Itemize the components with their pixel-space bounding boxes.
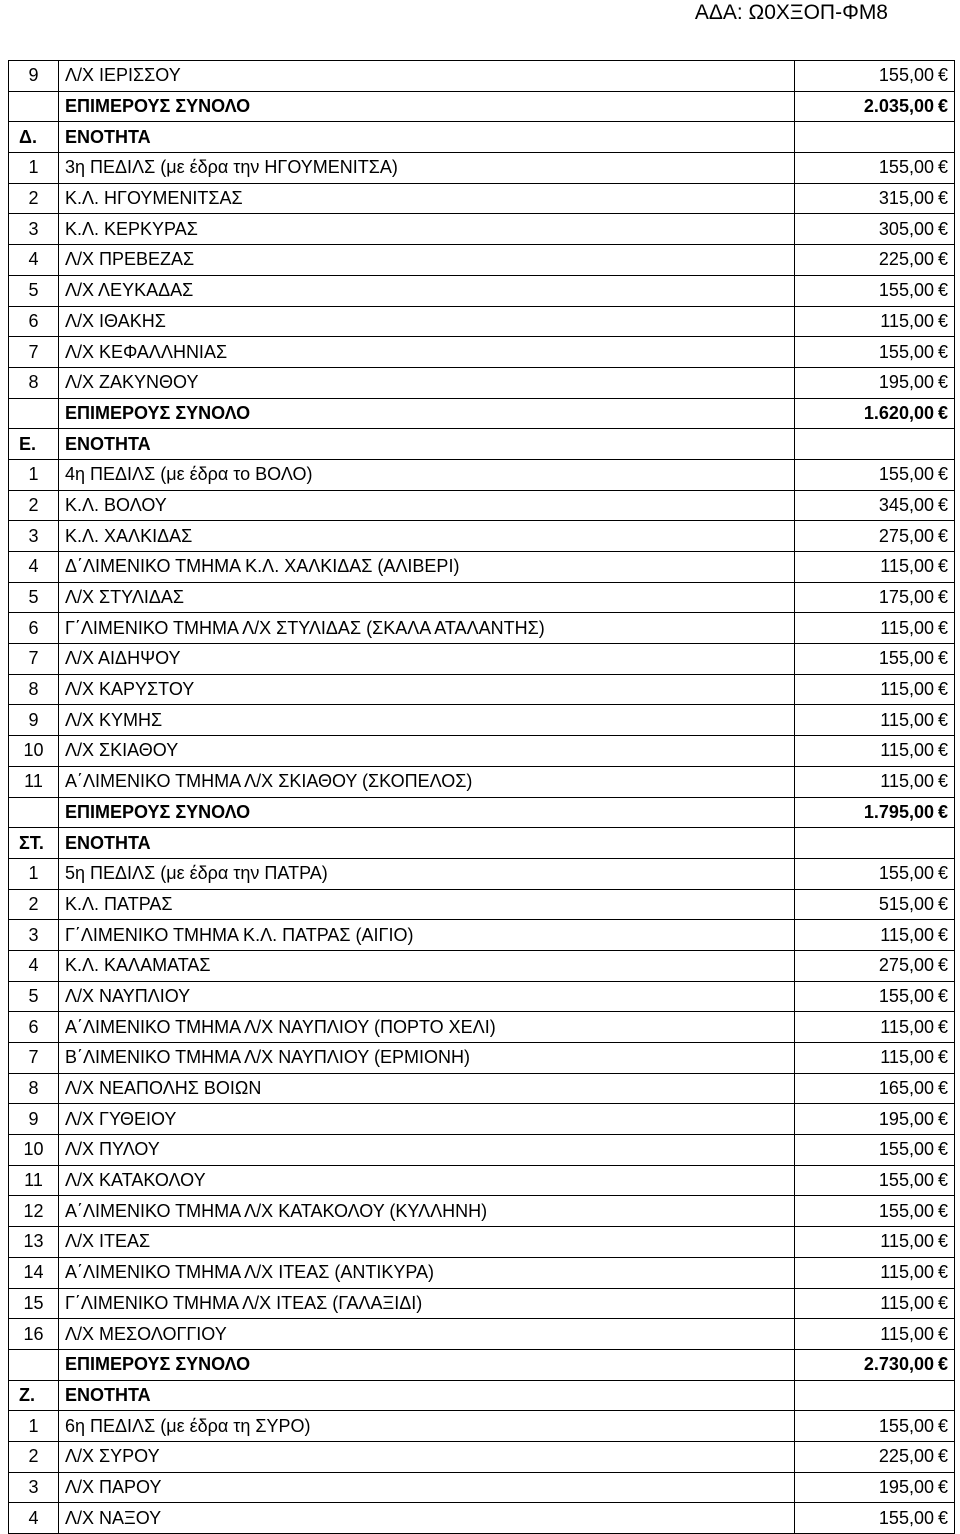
unit-name: Λ/Χ ΝΑΥΠΛΙΟΥ — [59, 981, 795, 1012]
amount-value: 115,00 — [880, 1323, 934, 1344]
amount-value: 165,00 — [878, 1078, 934, 1099]
euro-sign: € — [937, 1108, 948, 1129]
euro-sign: € — [937, 1078, 948, 1099]
row-number: 7 — [9, 337, 59, 368]
amount-cell — [795, 1411, 955, 1442]
unit-name: Α΄ΛΙΜΕΝΙΚΟ ΤΜΗΜΑ Λ/Χ ΙΤΕΑΣ (ΑΝΤΙΚΥΡΑ) — [59, 1257, 795, 1288]
section-header-row — [9, 828, 955, 859]
euro-sign: € — [937, 1354, 948, 1375]
euro-sign: € — [937, 1507, 948, 1528]
unit-name: Α΄ΛΙΜΕΝΙΚΟ ΤΜΗΜΑ Λ/Χ ΣΚΙΑΘΟΥ (ΣΚΟΠΕΛΟΣ) — [59, 766, 795, 797]
table-row — [9, 736, 955, 767]
amount-cell — [795, 214, 955, 245]
unit-name: Λ/Χ ΣΚΙΑΘΟΥ — [59, 736, 795, 767]
euro-sign: € — [937, 372, 948, 393]
euro-sign: € — [937, 1446, 948, 1467]
subtotal-label: ΕΠΙΜΕΡΟΥΣ ΣΥΝΟΛΟ — [59, 91, 795, 122]
amount-value: 155,00 — [878, 1507, 934, 1528]
subtotal-row — [9, 797, 955, 828]
amount-value: 115,00 — [880, 1231, 934, 1252]
unit-name: Λ/Χ ΙΕΡΙΣΣΟΥ — [59, 61, 795, 92]
amount-value: 155,00 — [878, 464, 934, 485]
unit-name: Λ/Χ ΜΕΣΟΛΟΓΓΙΟΥ — [59, 1319, 795, 1350]
amount-value: 155,00 — [878, 65, 934, 86]
allocation-table — [8, 60, 955, 1534]
row-number — [9, 398, 59, 429]
table-body — [9, 61, 955, 1534]
table-row — [9, 1319, 955, 1350]
amount-value: 275,00 — [878, 955, 934, 976]
table-row — [9, 1441, 955, 1472]
row-number: 1 — [9, 153, 59, 184]
table-row — [9, 521, 955, 552]
table-row — [9, 552, 955, 583]
amount-value: 115,00 — [880, 1047, 934, 1068]
table-row — [9, 183, 955, 214]
unit-name: Α΄ΛΙΜΕΝΙΚΟ ΤΜΗΜΑ Λ/Χ ΚΑΤΑΚΟΛΟΥ (ΚΥΛΛΗΝΗ) — [59, 1196, 795, 1227]
amount-value: 115,00 — [880, 740, 934, 761]
amount-cell — [795, 736, 955, 767]
amount-value: 115,00 — [880, 1262, 934, 1283]
amount-cell — [795, 1441, 955, 1472]
amount-value: 115,00 — [880, 617, 934, 638]
amount-cell — [795, 1257, 955, 1288]
subtotal-amount: 2.035,00 — [863, 96, 934, 117]
euro-sign: € — [937, 1047, 948, 1068]
table-row — [9, 214, 955, 245]
section-title: ΕΝΟΤΗΤΑ — [59, 828, 795, 859]
section-letter: Ε. — [9, 429, 59, 460]
subtotal-amount-cell — [795, 91, 955, 122]
row-number: 9 — [9, 61, 59, 92]
amount-value: 155,00 — [878, 1415, 934, 1436]
amount-cell — [795, 1073, 955, 1104]
table-row — [9, 1135, 955, 1166]
amount-value: 155,00 — [878, 341, 934, 362]
amount-value: 195,00 — [878, 1476, 934, 1497]
amount-value: 225,00 — [878, 1446, 934, 1467]
row-number: 16 — [9, 1319, 59, 1350]
amount-cell — [795, 1165, 955, 1196]
amount-value: 155,00 — [878, 280, 934, 301]
table-row — [9, 582, 955, 613]
euro-sign: € — [937, 617, 948, 638]
row-number: 3 — [9, 1472, 59, 1503]
row-number: 9 — [9, 705, 59, 736]
row-number: 4 — [9, 552, 59, 583]
table-row — [9, 1227, 955, 1258]
amount-cell — [795, 122, 955, 153]
euro-sign: € — [937, 587, 948, 608]
amount-cell — [795, 1288, 955, 1319]
amount-value: 115,00 — [880, 771, 934, 792]
amount-cell — [795, 1380, 955, 1411]
euro-sign: € — [937, 188, 948, 209]
section-title: ΕΝΟΤΗΤΑ — [59, 429, 795, 460]
subtotal-row — [9, 91, 955, 122]
euro-sign: € — [937, 341, 948, 362]
amount-cell — [795, 981, 955, 1012]
table-row — [9, 337, 955, 368]
row-number: 10 — [9, 1135, 59, 1166]
unit-name: Λ/Χ ΑΙΔΗΨΟΥ — [59, 644, 795, 675]
amount-cell — [795, 337, 955, 368]
row-number: 5 — [9, 275, 59, 306]
amount-cell — [795, 920, 955, 951]
amount-cell — [795, 613, 955, 644]
euro-sign: € — [937, 863, 948, 884]
amount-value: 155,00 — [878, 985, 934, 1006]
amount-cell — [795, 766, 955, 797]
table-row — [9, 1472, 955, 1503]
table-row — [9, 1288, 955, 1319]
euro-sign: € — [937, 1231, 948, 1252]
unit-name: Λ/Χ ΙΘΑΚΗΣ — [59, 306, 795, 337]
subtotal-amount: 1.795,00 — [863, 801, 934, 822]
amount-value: 515,00 — [878, 893, 934, 914]
row-number: 7 — [9, 644, 59, 675]
euro-sign: € — [937, 679, 948, 700]
amount-cell — [795, 275, 955, 306]
section-header-row — [9, 1380, 955, 1411]
table-row — [9, 1165, 955, 1196]
unit-name: Λ/Χ ΚΑΡΥΣΤΟΥ — [59, 674, 795, 705]
amount-value: 195,00 — [878, 372, 934, 393]
subtotal-amount-cell — [795, 797, 955, 828]
amount-value: 155,00 — [878, 157, 934, 178]
unit-name: Λ/Χ ΝΕΑΠΟΛΗΣ ΒΟΙΩΝ — [59, 1073, 795, 1104]
amount-cell — [795, 889, 955, 920]
row-number: 1 — [9, 858, 59, 889]
amount-cell — [795, 858, 955, 889]
row-number: 13 — [9, 1227, 59, 1258]
euro-sign: € — [937, 218, 948, 239]
amount-value: 115,00 — [880, 679, 934, 700]
amount-cell — [795, 61, 955, 92]
amount-cell — [795, 1104, 955, 1135]
row-number: 6 — [9, 613, 59, 644]
amount-cell — [795, 582, 955, 613]
row-number: 6 — [9, 306, 59, 337]
subtotal-amount-cell — [795, 398, 955, 429]
unit-name: 4η ΠΕΔΙΛΣ (με έδρα το ΒΟΛΟ) — [59, 459, 795, 490]
table-row — [9, 459, 955, 490]
euro-sign: € — [937, 1016, 948, 1037]
euro-sign: € — [937, 924, 948, 945]
amount-value: 225,00 — [878, 249, 934, 270]
amount-cell — [795, 521, 955, 552]
table-row — [9, 644, 955, 675]
table-row — [9, 153, 955, 184]
euro-sign: € — [937, 1415, 948, 1436]
unit-name: Λ/Χ ΣΥΡΟΥ — [59, 1441, 795, 1472]
euro-sign: € — [937, 494, 948, 515]
unit-name: Λ/Χ ΠΑΡΟΥ — [59, 1472, 795, 1503]
amount-value: 345,00 — [878, 494, 934, 515]
amount-cell — [795, 459, 955, 490]
amount-value: 115,00 — [880, 1292, 934, 1313]
table-row — [9, 705, 955, 736]
section-letter: Δ. — [9, 122, 59, 153]
euro-sign: € — [937, 1262, 948, 1283]
amount-cell — [795, 367, 955, 398]
unit-name: Λ/Χ ΣΤΥΛΙΔΑΣ — [59, 582, 795, 613]
row-number: 8 — [9, 367, 59, 398]
unit-name: Κ.Λ. ΚΕΡΚΥΡΑΣ — [59, 214, 795, 245]
row-number: 5 — [9, 981, 59, 1012]
section-letter: ΣΤ. — [9, 828, 59, 859]
unit-name: Κ.Λ. ΗΓΟΥΜΕΝΙΤΣΑΣ — [59, 183, 795, 214]
table-row — [9, 1012, 955, 1043]
subtotal-amount-cell — [795, 1349, 955, 1380]
table-row — [9, 367, 955, 398]
amount-cell — [795, 429, 955, 460]
table-row — [9, 1503, 955, 1534]
table-row — [9, 674, 955, 705]
amount-value: 155,00 — [878, 1200, 934, 1221]
euro-sign: € — [937, 648, 948, 669]
amount-cell — [795, 1227, 955, 1258]
unit-name: Δ΄ΛΙΜΕΝΙΚΟ ΤΜΗΜΑ Κ.Λ. ΧΑΛΚΙΔΑΣ (ΑΛΙΒΕΡΙ) — [59, 552, 795, 583]
euro-sign: € — [937, 249, 948, 270]
row-number: 4 — [9, 1503, 59, 1534]
euro-sign: € — [937, 1170, 948, 1191]
euro-sign: € — [937, 985, 948, 1006]
unit-name: Γ΄ΛΙΜΕΝΙΚΟ ΤΜΗΜΑ Λ/Χ ΙΤΕΑΣ (ΓΑΛΑΞΙΔΙ) — [59, 1288, 795, 1319]
euro-sign: € — [937, 1139, 948, 1160]
euro-sign: € — [937, 771, 948, 792]
euro-sign: € — [937, 955, 948, 976]
subtotal-label: ΕΠΙΜΕΡΟΥΣ ΣΥΝΟΛΟ — [59, 398, 795, 429]
unit-name: Κ.Λ. ΧΑΛΚΙΔΑΣ — [59, 521, 795, 552]
subtotal-label: ΕΠΙΜΕΡΟΥΣ ΣΥΝΟΛΟ — [59, 797, 795, 828]
amount-value: 115,00 — [880, 924, 934, 945]
amount-cell — [795, 153, 955, 184]
table-row — [9, 1411, 955, 1442]
unit-name: Λ/Χ ΚΕΦΑΛΛΗΝΙΑΣ — [59, 337, 795, 368]
table-row — [9, 889, 955, 920]
amount-cell — [795, 1043, 955, 1074]
euro-sign: € — [937, 310, 948, 331]
euro-sign: € — [937, 556, 948, 577]
row-number: 2 — [9, 1441, 59, 1472]
amount-value: 115,00 — [880, 556, 934, 577]
subtotal-row — [9, 1349, 955, 1380]
table-row — [9, 981, 955, 1012]
row-number: 1 — [9, 459, 59, 490]
amount-value: 115,00 — [880, 709, 934, 730]
unit-name: Λ/Χ ΠΡΕΒΕΖΑΣ — [59, 245, 795, 276]
row-number: 3 — [9, 214, 59, 245]
table-row — [9, 490, 955, 521]
row-number — [9, 91, 59, 122]
euro-sign: € — [937, 65, 948, 86]
row-number: 11 — [9, 1165, 59, 1196]
unit-name: Λ/Χ ΚΑΤΑΚΟΛΟΥ — [59, 1165, 795, 1196]
row-number: 7 — [9, 1043, 59, 1074]
amount-cell — [795, 1012, 955, 1043]
subtotal-label: ΕΠΙΜΕΡΟΥΣ ΣΥΝΟΛΟ — [59, 1349, 795, 1380]
row-number — [9, 797, 59, 828]
section-title: ΕΝΟΤΗΤΑ — [59, 1380, 795, 1411]
amount-cell — [795, 490, 955, 521]
unit-name: Λ/Χ ΚΥΜΗΣ — [59, 705, 795, 736]
row-number: 11 — [9, 766, 59, 797]
subtotal-amount: 2.730,00 — [863, 1354, 934, 1375]
table-row — [9, 61, 955, 92]
euro-sign: € — [937, 740, 948, 761]
row-number: 8 — [9, 674, 59, 705]
amount-value: 315,00 — [878, 188, 934, 209]
table-row — [9, 613, 955, 644]
table-row — [9, 275, 955, 306]
section-header-row — [9, 122, 955, 153]
row-number: 8 — [9, 1073, 59, 1104]
unit-name: Λ/Χ ΙΤΕΑΣ — [59, 1227, 795, 1258]
table-row — [9, 1196, 955, 1227]
row-number: 3 — [9, 920, 59, 951]
amount-value: 175,00 — [878, 587, 934, 608]
unit-name: Κ.Λ. ΠΑΤΡΑΣ — [59, 889, 795, 920]
amount-cell — [795, 245, 955, 276]
amount-cell — [795, 828, 955, 859]
amount-value: 155,00 — [878, 1170, 934, 1191]
row-number: 10 — [9, 736, 59, 767]
amount-cell — [795, 644, 955, 675]
amount-value: 305,00 — [878, 218, 934, 239]
row-number: 2 — [9, 490, 59, 521]
amount-value: 195,00 — [878, 1108, 934, 1129]
amount-value: 115,00 — [880, 310, 934, 331]
table-row — [9, 858, 955, 889]
euro-sign: € — [937, 280, 948, 301]
subtotal-row — [9, 398, 955, 429]
unit-name: Γ΄ΛΙΜΕΝΙΚΟ ΤΜΗΜΑ Κ.Λ. ΠΑΤΡΑΣ (ΑΙΓΙΟ) — [59, 920, 795, 951]
amount-value: 115,00 — [880, 1016, 934, 1037]
amount-cell — [795, 552, 955, 583]
row-number: 5 — [9, 582, 59, 613]
row-number: 3 — [9, 521, 59, 552]
subtotal-amount: 1.620,00 — [863, 402, 934, 423]
amount-value: 155,00 — [878, 648, 934, 669]
amount-cell — [795, 1319, 955, 1350]
amount-cell — [795, 950, 955, 981]
unit-name: Κ.Λ. ΒΟΛΟΥ — [59, 490, 795, 521]
amount-cell — [795, 183, 955, 214]
euro-sign: € — [937, 709, 948, 730]
amount-value: 155,00 — [878, 863, 934, 884]
row-number: 6 — [9, 1012, 59, 1043]
euro-sign: € — [937, 157, 948, 178]
unit-name: Λ/Χ ΛΕΥΚΑΔΑΣ — [59, 275, 795, 306]
table-row — [9, 1073, 955, 1104]
row-number: 4 — [9, 245, 59, 276]
amount-cell — [795, 1472, 955, 1503]
table-row — [9, 1104, 955, 1135]
unit-name: Λ/Χ ΝΑΞΟΥ — [59, 1503, 795, 1534]
unit-name: 3η ΠΕΔΙΛΣ (με έδρα την ΗΓΟΥΜΕΝΙΤΣΑ) — [59, 153, 795, 184]
row-number: 15 — [9, 1288, 59, 1319]
amount-value: 155,00 — [878, 1139, 934, 1160]
unit-name: Β΄ΛΙΜΕΝΙΚΟ ΤΜΗΜΑ Λ/Χ ΝΑΥΠΛΙΟΥ (ΕΡΜΙΟΝΗ) — [59, 1043, 795, 1074]
euro-sign: € — [937, 96, 948, 117]
row-number: 4 — [9, 950, 59, 981]
euro-sign: € — [937, 402, 948, 423]
amount-value: 275,00 — [878, 525, 934, 546]
unit-name: Κ.Λ. ΚΑΛΑΜΑΤΑΣ — [59, 950, 795, 981]
table-row — [9, 920, 955, 951]
unit-name: Λ/Χ ΠΥΛΟΥ — [59, 1135, 795, 1166]
row-number — [9, 1349, 59, 1380]
section-letter: Ζ. — [9, 1380, 59, 1411]
unit-name: 5η ΠΕΔΙΛΣ (με έδρα την ΠΑΤΡΑ) — [59, 858, 795, 889]
table-row — [9, 1257, 955, 1288]
euro-sign: € — [937, 525, 948, 546]
euro-sign: € — [937, 801, 948, 822]
amount-cell — [795, 1196, 955, 1227]
amount-cell — [795, 705, 955, 736]
row-number: 14 — [9, 1257, 59, 1288]
euro-sign: € — [937, 1292, 948, 1313]
amount-cell — [795, 674, 955, 705]
section-title: ΕΝΟΤΗΤΑ — [59, 122, 795, 153]
unit-name: Α΄ΛΙΜΕΝΙΚΟ ΤΜΗΜΑ Λ/Χ ΝΑΥΠΛΙΟΥ (ΠΟΡΤΟ ΧΕΛΙ) — [59, 1012, 795, 1043]
row-number: 2 — [9, 889, 59, 920]
euro-sign: € — [937, 1476, 948, 1497]
section-header-row — [9, 429, 955, 460]
table-row — [9, 306, 955, 337]
unit-name: 6η ΠΕΔΙΛΣ (με έδρα τη ΣΥΡΟ) — [59, 1411, 795, 1442]
table-row — [9, 766, 955, 797]
amount-cell — [795, 1503, 955, 1534]
euro-sign: € — [937, 1200, 948, 1221]
euro-sign: € — [937, 893, 948, 914]
table-row — [9, 245, 955, 276]
ada-code: ΑΔΑ: Ω0ΧΞΟΠ-ΦΜ8 — [694, 1, 888, 24]
unit-name: Λ/Χ ΖΑΚΥΝΘΟΥ — [59, 367, 795, 398]
unit-name: Λ/Χ ΓΥΘΕΙΟΥ — [59, 1104, 795, 1135]
unit-name: Γ΄ΛΙΜΕΝΙΚΟ ΤΜΗΜΑ Λ/Χ ΣΤΥΛΙΔΑΣ (ΣΚΑΛΑ ΑΤΑΛΑΝΤΗΣ) — [59, 613, 795, 644]
row-number: 9 — [9, 1104, 59, 1135]
euro-sign: € — [937, 464, 948, 485]
table-row — [9, 1043, 955, 1074]
table-row — [9, 950, 955, 981]
euro-sign: € — [937, 1323, 948, 1344]
row-number: 2 — [9, 183, 59, 214]
row-number: 12 — [9, 1196, 59, 1227]
amount-cell — [795, 306, 955, 337]
row-number: 1 — [9, 1411, 59, 1442]
amount-cell — [795, 1135, 955, 1166]
